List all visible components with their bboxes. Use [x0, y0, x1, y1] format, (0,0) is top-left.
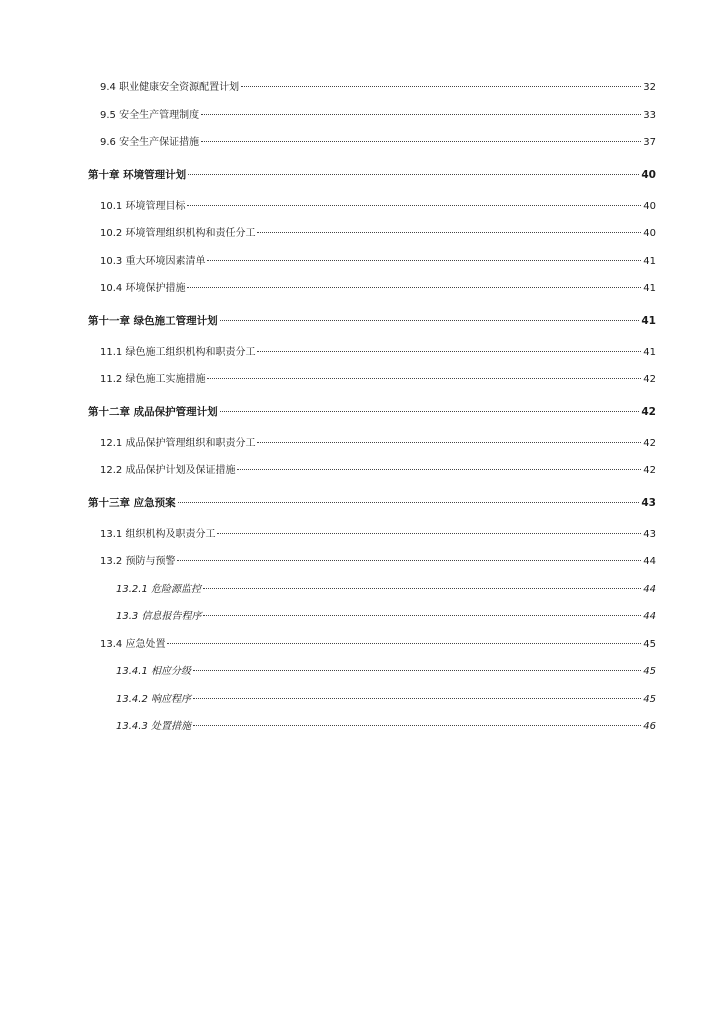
dot-leader — [217, 533, 641, 534]
dot-leader — [193, 698, 641, 699]
toc-entry-page-number: 41 — [643, 255, 656, 267]
toc-entry-page-number: 42 — [643, 437, 656, 449]
toc-entry-page-number: 40 — [643, 228, 656, 239]
toc-entry[interactable] — [88, 129, 656, 157]
dot-leader — [207, 378, 641, 379]
toc-entry-page-number: 41 — [641, 314, 656, 327]
dot-leader — [207, 260, 641, 261]
toc-entry-label: 第十三章 应急预案 — [88, 496, 176, 509]
toc-entry-page-number: 41 — [643, 346, 656, 358]
dot-leader — [177, 560, 641, 561]
dot-leader — [193, 725, 641, 726]
toc-entry[interactable] — [88, 193, 656, 221]
toc-entry-label: 13.1 组织机构及职责分工 — [100, 528, 216, 540]
toc-entry-label: 13.2 预防与预警 — [100, 556, 176, 567]
toc-entry-label: 12.1 成品保护管理组织和职责分工 — [100, 437, 256, 449]
dot-leader — [167, 643, 641, 644]
table-of-contents — [88, 74, 656, 741]
toc-entry-label: 13.4.1 相应分级 — [116, 666, 191, 677]
toc-entry[interactable] — [88, 394, 656, 430]
toc-entry[interactable] — [88, 686, 656, 714]
toc-entry-page-number: 46 — [643, 721, 656, 732]
dot-leader — [187, 205, 641, 206]
toc-entry-page-number: 44 — [643, 611, 656, 622]
toc-entry-page-number: 42 — [643, 465, 656, 476]
toc-entry[interactable] — [88, 430, 656, 458]
toc-entry-page-number: 41 — [643, 283, 656, 294]
dot-leader — [220, 411, 640, 412]
toc-entry-label: 13.4.2 响应程序 — [116, 693, 191, 705]
toc-entry-page-number: 44 — [643, 556, 656, 567]
dot-leader — [241, 86, 641, 87]
toc-entry-page-number: 45 — [643, 666, 656, 677]
toc-entry[interactable] — [88, 157, 656, 193]
toc-entry[interactable] — [88, 275, 656, 303]
toc-entry-label: 第十章 环境管理计划 — [88, 168, 187, 181]
toc-entry-page-number: 45 — [643, 638, 656, 650]
dot-leader — [193, 670, 641, 671]
dot-leader — [187, 287, 641, 288]
toc-entry-page-number: 40 — [643, 200, 656, 212]
dot-leader — [203, 588, 641, 589]
dot-leader — [257, 351, 641, 352]
toc-entry-label: 12.2 成品保护计划及保证措施 — [100, 465, 236, 476]
dot-leader — [201, 114, 641, 115]
toc-entry-label: 13.2.1 危险源监控 — [116, 583, 201, 595]
toc-entry-label: 11.2 绿色施工实施措施 — [100, 374, 206, 385]
toc-entry-page-number: 33 — [643, 109, 656, 121]
toc-entry-page-number: 43 — [643, 528, 656, 540]
toc-entry-label: 9.4 职业健康安全资源配置计划 — [100, 82, 240, 93]
toc-entry[interactable] — [88, 576, 656, 604]
toc-entry-page-number: 43 — [641, 496, 656, 509]
toc-entry-page-number: 44 — [643, 583, 656, 595]
toc-entry-label: 10.1 环境管理目标 — [100, 200, 186, 212]
toc-entry[interactable] — [88, 521, 656, 549]
dot-leader — [201, 141, 641, 142]
toc-entry-label: 10.4 环境保护措施 — [100, 283, 186, 294]
toc-entry[interactable] — [88, 631, 656, 659]
toc-entry-page-number: 32 — [643, 82, 656, 93]
toc-entry-page-number: 42 — [643, 374, 656, 385]
toc-entry-label: 13.4.3 处置措施 — [116, 721, 191, 732]
toc-entry-page-number: 40 — [641, 168, 656, 181]
toc-entry-label: 第十二章 成品保护管理计划 — [88, 405, 218, 418]
toc-entry[interactable] — [88, 248, 656, 276]
toc-entry-label: 10.3 重大环境因素清单 — [100, 255, 206, 267]
toc-entry-label: 10.2 环境管理组织机构和责任分工 — [100, 228, 256, 239]
toc-entry-label: 9.6 安全生产保证措施 — [100, 137, 200, 148]
toc-entry[interactable] — [88, 366, 656, 394]
toc-entry-page-number: 37 — [643, 137, 656, 148]
dot-leader — [257, 442, 641, 443]
toc-entry[interactable] — [88, 658, 656, 686]
toc-entry-page-number: 42 — [641, 405, 656, 418]
toc-entry[interactable] — [88, 713, 656, 741]
dot-leader — [188, 174, 639, 175]
toc-entry-label: 11.1 绿色施工组织机构和职责分工 — [100, 346, 256, 358]
toc-entry[interactable] — [88, 339, 656, 367]
toc-entry-label: 9.5 安全生产管理制度 — [100, 109, 200, 121]
toc-entry[interactable] — [88, 102, 656, 130]
toc-entry[interactable] — [88, 485, 656, 521]
toc-entry[interactable] — [88, 220, 656, 248]
toc-entry[interactable] — [88, 548, 656, 576]
toc-entry-page-number: 45 — [643, 693, 656, 705]
toc-entry[interactable] — [88, 303, 656, 339]
toc-entry[interactable] — [88, 603, 656, 631]
toc-entry-label: 13.4 应急处置 — [100, 638, 166, 650]
toc-entry-label: 13.3 信息报告程序 — [116, 611, 202, 622]
dot-leader — [220, 320, 640, 321]
toc-entry[interactable] — [88, 74, 656, 102]
dot-leader — [237, 469, 641, 470]
dot-leader — [203, 615, 641, 616]
dot-leader — [178, 502, 640, 503]
toc-entry-label: 第十一章 绿色施工管理计划 — [88, 314, 218, 327]
dot-leader — [257, 232, 641, 233]
toc-entry[interactable] — [88, 457, 656, 485]
